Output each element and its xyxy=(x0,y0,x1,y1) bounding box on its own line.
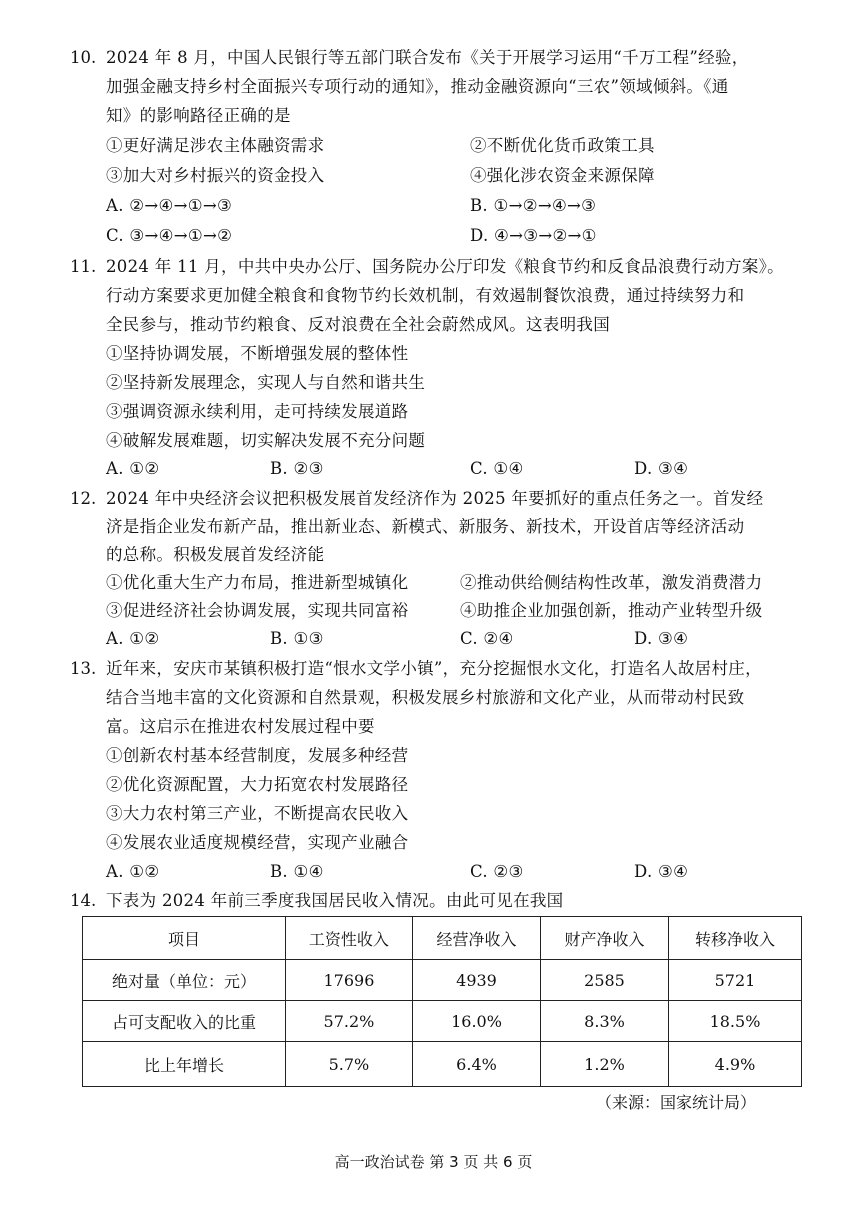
q13-stem-line-3: 富。这启示在推进农村发展过程中要 xyxy=(106,717,375,736)
q10-option-b: B. ①→②→④→③ xyxy=(470,196,597,215)
q13-option-b: B. ①④ xyxy=(270,862,324,881)
table-cell: 57.2% xyxy=(285,1001,412,1042)
q10-option-d: D. ④→③→②→① xyxy=(470,226,597,245)
q10-item-4: ④强化涉农资金来源保障 xyxy=(470,166,655,185)
q11-stem-line-1: 2024 年 11 月，中共中央办公厅、国务院办公厅印发《粮食节约和反食品浪费行动方案》。 xyxy=(106,257,784,276)
table-cell: 4939 xyxy=(412,960,540,1001)
table-header-cell: 财产净收入 xyxy=(541,917,669,960)
q12-option-a: A. ①② xyxy=(106,629,160,648)
q13-item-3: ③大力农村第三产业，不断提高农民收入 xyxy=(106,804,409,823)
q12-stem-line-1: 2024 年中央经济会议把积极发展首发经济作为 2025 年要抓好的重点任务之一。首发经 xyxy=(106,489,764,508)
table-cell: 2585 xyxy=(541,960,669,1001)
q10-option-c: C. ③→④→①→② xyxy=(106,226,233,245)
table-header-row xyxy=(83,917,802,960)
q10-number: 10. xyxy=(70,48,97,67)
page-footer: 高一政治试卷 第 3 页 共 6 页 xyxy=(334,1153,533,1171)
table-row xyxy=(83,1042,802,1087)
q12-number: 12. xyxy=(70,489,97,508)
q13-number: 13. xyxy=(70,659,97,678)
table-source: （来源：国家统计局） xyxy=(596,1093,757,1112)
q11-option-d: D. ③④ xyxy=(634,459,689,478)
q12-option-d: D. ③④ xyxy=(634,629,689,648)
table-cell: 5721 xyxy=(668,960,801,1001)
q12-item-3: ③促进经济社会协调发展，实现共同富裕 xyxy=(106,601,409,620)
q11-stem-line-2: 行动方案要求更加健全粮食和食物节约长效机制，有效遏制餐饮浪费，通过持续努力和 xyxy=(106,286,745,305)
q13-item-1: ①创新农村基本经营制度，发展多种经营 xyxy=(106,746,409,765)
q12-option-b: B. ①③ xyxy=(270,629,324,648)
table-cell: 比上年增长 xyxy=(83,1042,286,1087)
q11-item-3: ③强调资源永续利用，走可持续发展道路 xyxy=(106,402,409,421)
table-cell: 6.4% xyxy=(412,1042,540,1087)
q13-option-a: A. ①② xyxy=(106,862,160,881)
q12-option-c: C. ②④ xyxy=(460,629,514,648)
q13-option-d: D. ③④ xyxy=(634,862,689,881)
table-cell: 16.0% xyxy=(412,1001,540,1042)
q11-item-2: ②坚持新发展理念，实现人与自然和谐共生 xyxy=(106,373,426,392)
q13-option-c: C. ②③ xyxy=(470,862,524,881)
q10-item-2: ②不断优化货币政策工具 xyxy=(470,136,655,155)
q13-item-4: ④发展农业适度规模经营，实现产业融合 xyxy=(106,833,409,852)
q10-item-3: ③加大对乡村振兴的资金投入 xyxy=(106,166,325,185)
q12-item-4: ④助推企业加强创新，推动产业转型升级 xyxy=(460,601,763,620)
q11-number: 11. xyxy=(70,257,97,276)
table-cell: 17696 xyxy=(285,960,412,1001)
q13-stem-line-1: 近年来，安庆市某镇积极打造“恨水文学小镇”，充分挖掘恨水文化，打造名人故居村庄， xyxy=(106,659,762,678)
q12-item-2: ②推动供给侧结构性改革，激发消费潜力 xyxy=(460,573,763,592)
q11-item-1: ①坚持协调发展，不断增强发展的整体性 xyxy=(106,344,409,363)
table-cell: 绝对量（单位：元） xyxy=(83,960,286,1001)
table-cell: 5.7% xyxy=(285,1042,412,1087)
income-table xyxy=(82,916,802,1087)
q10-stem-line-3: 知》的影响路径正确的是 xyxy=(106,106,291,125)
q12-stem-line-2: 济是指企业发布新产品，推出新业态、新模式、新服务、新技术，开设首店等经济活动 xyxy=(106,517,745,536)
q10-item-1: ①更好满足涉农主体融资需求 xyxy=(106,136,325,155)
q14-number: 14. xyxy=(70,891,97,910)
table-cell: 1.2% xyxy=(541,1042,669,1087)
q14-stem: 下表为 2024 年前三季度我国居民收入情况。由此可见在我国 xyxy=(106,891,564,910)
q11-stem-line-3: 全民参与，推动节约粮食、反对浪费在全社会蔚然成风。这表明我国 xyxy=(106,315,610,334)
q10-option-a: A. ②→④→①→③ xyxy=(106,196,233,215)
table-cell: 18.5% xyxy=(668,1001,801,1042)
table-cell: 4.9% xyxy=(668,1042,801,1087)
q11-item-4: ④破解发展难题，切实解决发展不充分问题 xyxy=(106,431,426,450)
table-header-cell: 经营净收入 xyxy=(412,917,540,960)
q13-item-2: ②优化资源配置，大力拓宽农村发展路径 xyxy=(106,775,409,794)
q12-stem-line-3: 的总称。积极发展首发经济能 xyxy=(106,545,325,564)
q13-stem-line-2: 结合当地丰富的文化资源和自然景观，积极发展乡村旅游和文化产业，从而带动村民致 xyxy=(106,688,745,707)
q10-stem-line-2: 加强金融支持乡村全面振兴专项行动的通知》，推动金融资源向“三农”领域倾斜。《通 xyxy=(106,77,729,96)
table-cell: 占可支配收入的比重 xyxy=(83,1001,286,1042)
table-header-cell: 工资性收入 xyxy=(285,917,412,960)
table-header-cell: 转移净收入 xyxy=(668,917,801,960)
q10-stem-line-1: 2024 年 8 月，中国人民银行等五部门联合发布《关于开展学习运用“千万工程”经验， xyxy=(106,48,749,67)
table-row xyxy=(83,1001,802,1042)
table-row xyxy=(83,960,802,1001)
q11-option-a: A. ①② xyxy=(106,459,160,478)
q11-option-b: B. ②③ xyxy=(270,459,324,478)
table-header-cell: 项目 xyxy=(83,917,286,960)
q12-item-1: ①优化重大生产力布局，推进新型城镇化 xyxy=(106,573,409,592)
table-cell: 8.3% xyxy=(541,1001,669,1042)
q11-option-c: C. ①④ xyxy=(470,459,524,478)
